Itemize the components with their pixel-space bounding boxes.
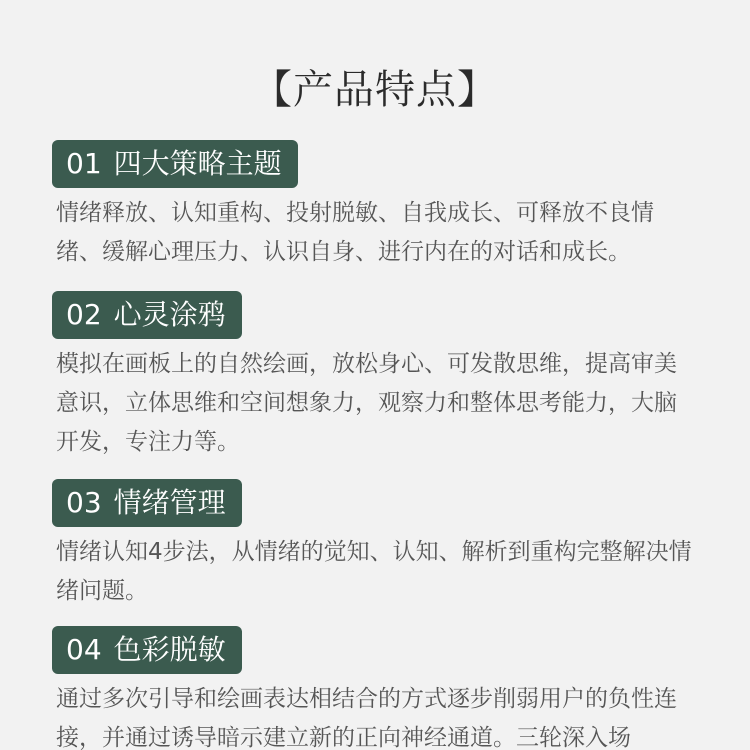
feature-number: 01: [66, 147, 102, 180]
feature-description: 通过多次引导和绘画表达相结合的方式逐步削弱用户的负性连接，并通过诱导暗示建立新的正向神经通道。三轮深入场: [56, 686, 677, 750]
feature-description: 情绪释放、认知重构、投射脱敏、自我成长、可释放不良情绪、缓解心理压力、认识自身、进行内在的对话和成长。: [56, 200, 654, 265]
feature-name: 情绪管理: [113, 486, 226, 519]
feature-section: [52, 140, 702, 272]
feature-name: 四大策略主题: [113, 147, 282, 180]
feature-badge: [52, 291, 242, 339]
feature-section: [52, 479, 702, 611]
feature-name: 色彩脱敏: [113, 633, 226, 666]
feature-name: 心灵涂鸦: [113, 298, 226, 331]
feature-number: 02: [66, 298, 102, 331]
feature-section: [52, 626, 702, 750]
feature-badge: [52, 140, 298, 188]
feature-description: 情绪认知4步法，从情绪的觉知、认知、解析到重构完整解决情绪问题。: [56, 539, 692, 604]
page-title: 【产品特点】: [252, 67, 498, 113]
feature-badge: [52, 479, 242, 527]
feature-section: [52, 291, 702, 462]
feature-badge: [52, 626, 242, 674]
feature-description: 模拟在画板上的自然绘画，放松身心、可发散思维，提高审美意识，立体思维和空间想象力，观察力和整体思考能力，大脑开发，专注力等。: [56, 351, 677, 455]
feature-number: 03: [66, 486, 102, 519]
feature-number: 04: [66, 633, 102, 666]
